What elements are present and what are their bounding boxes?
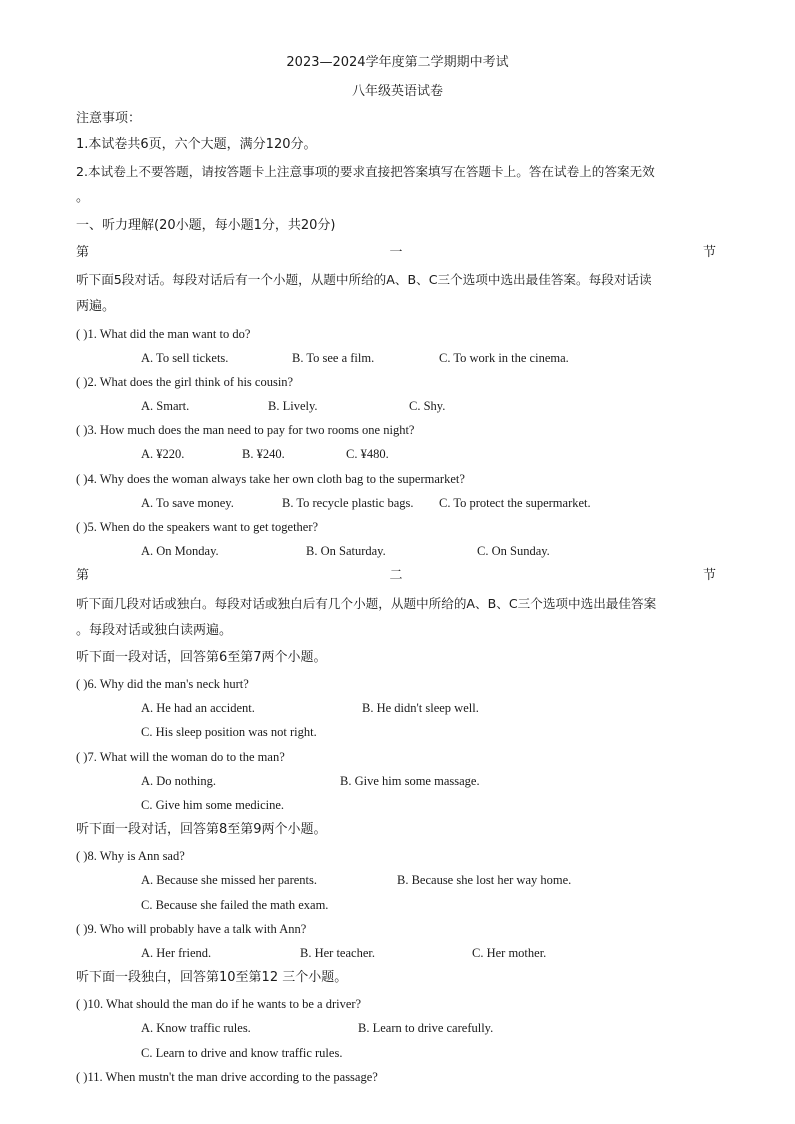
section-2-heading [76,567,716,585]
question-6-option-c: C. His sleep position was not right. [141,725,317,739]
question-5-option-a: A. On Monday. [141,544,219,558]
question-8-option-b: B. Because she lost her way home. [397,873,572,887]
part1-heading: 一、听力理解(20小题，每小题1分，共20分) [76,218,336,233]
question-9-option-c: C. Her mother. [472,946,547,960]
question-3-option-c: C. ¥480. [346,447,389,461]
question-1-option-a: A. To sell tickets. [141,351,229,365]
question-3-option-a: A. ¥220. [141,447,185,461]
exam-subtitle: 八年级英语试卷 [351,84,443,99]
question-9-option-a: A. Her friend. [141,946,212,960]
section-2-c: 节 [702,568,716,583]
question-5-option-b: B. On Saturday. [306,544,386,558]
question-7-option-c: C. Give him some medicine. [141,798,285,812]
section-1-c: 节 [702,245,716,260]
question-7-option-b: B. Give him some massage. [340,774,480,788]
question-8-option-a: A. Because she missed her parents. [141,873,317,887]
section-1-instruction-2: 两遍。 [76,299,116,314]
question-8-option-c: C. Because she failed the math exam. [141,898,329,912]
section-1-instruction-1: 听下面5段对话。每段对话后有一个小题，从题中所给的A、B、C三个选项中选出最佳答案。每段对话读 [76,272,652,287]
group-3-instruction: 听下面一段独白，回答第10至第12 三个小题。 [76,970,348,985]
section-1-a: 第 [76,245,90,260]
notes-heading: 注意事项： [76,111,142,126]
question-4-option-c: C. To protect the supermarket. [439,496,591,510]
question-5-option-c: C. On Sunday. [477,544,550,558]
question-1-stem: ( )1. What did the man want to do? [76,327,251,341]
notes-item-1: 1.本试卷共6页，六个大题，满分120分。 [76,137,317,152]
question-7-stem: ( )7. What will the woman do to the man? [76,750,285,764]
section-2-a: 第 [76,568,90,583]
section-2-instruction-1: 听下面几段对话或独白。每段对话或独白后有几个小题，从题中所给的A、B、C三个选项中选出最佳答案 [76,596,657,611]
question-2-option-c: C. Shy. [409,399,446,413]
question-11-stem: ( )11. When mustn't the man drive according to the passage? [76,1070,378,1084]
section-2-b: 二 [389,568,403,583]
question-4-option-b: B. To recycle plastic bags. [282,496,414,510]
question-9-stem: ( )9. Who will probably have a talk with Ann? [76,922,307,936]
question-7-option-a: A. Do nothing. [141,774,216,788]
question-6-stem: ( )6. Why did the man's neck hurt? [76,677,249,691]
question-4-option-a: A. To save money. [141,496,234,510]
question-1-option-b: B. To see a film. [292,351,375,365]
question-8-stem: ( )8. Why is Ann sad? [76,849,185,863]
question-3-option-b: B. ¥240. [242,447,285,461]
question-10-option-b: B. Learn to drive carefully. [358,1021,494,1035]
section-1-b: 一 [389,245,403,260]
question-3-stem: ( )3. How much does the man need to pay for two rooms one night? [76,423,415,437]
question-6-option-b: B. He didn't sleep well. [362,701,479,715]
notes-item-2-tail: 。 [76,190,90,205]
question-5-stem: ( )5. When do the speakers want to get together? [76,520,319,534]
question-10-option-c: C. Learn to drive and know traffic rules. [141,1046,343,1060]
question-2-option-b: B. Lively. [268,399,318,413]
exam-title: 2023—2024学年度第二学期期中考试 [286,55,509,70]
notes-item-2: 2.本试卷上不要答题，请按答题卡上注意事项的要求直接把答案填写在答题卡上。答在试卷上的答案无效 [76,164,655,179]
question-2-stem: ( )2. What does the girl think of his cousin? [76,375,294,389]
group-1-instruction: 听下面一段对话，回答第6至第7两个小题。 [76,650,327,665]
question-6-option-a: A. He had an accident. [141,701,255,715]
question-4-stem: ( )4. Why does the woman always take her own cloth bag to the supermarket? [76,472,465,486]
question-1-option-c: C. To work in the cinema. [439,351,569,365]
question-10-stem: ( )10. What should the man do if he wants to be a driver? [76,997,362,1011]
question-9-option-b: B. Her teacher. [300,946,375,960]
question-10-option-a: A. Know traffic rules. [141,1021,251,1035]
section-1-heading [76,244,716,262]
section-2-instruction-2: 。每段对话或独白读两遍。 [76,623,233,638]
question-2-option-a: A. Smart. [141,399,190,413]
group-2-instruction: 听下面一段对话，回答第8至第9两个小题。 [76,822,327,837]
